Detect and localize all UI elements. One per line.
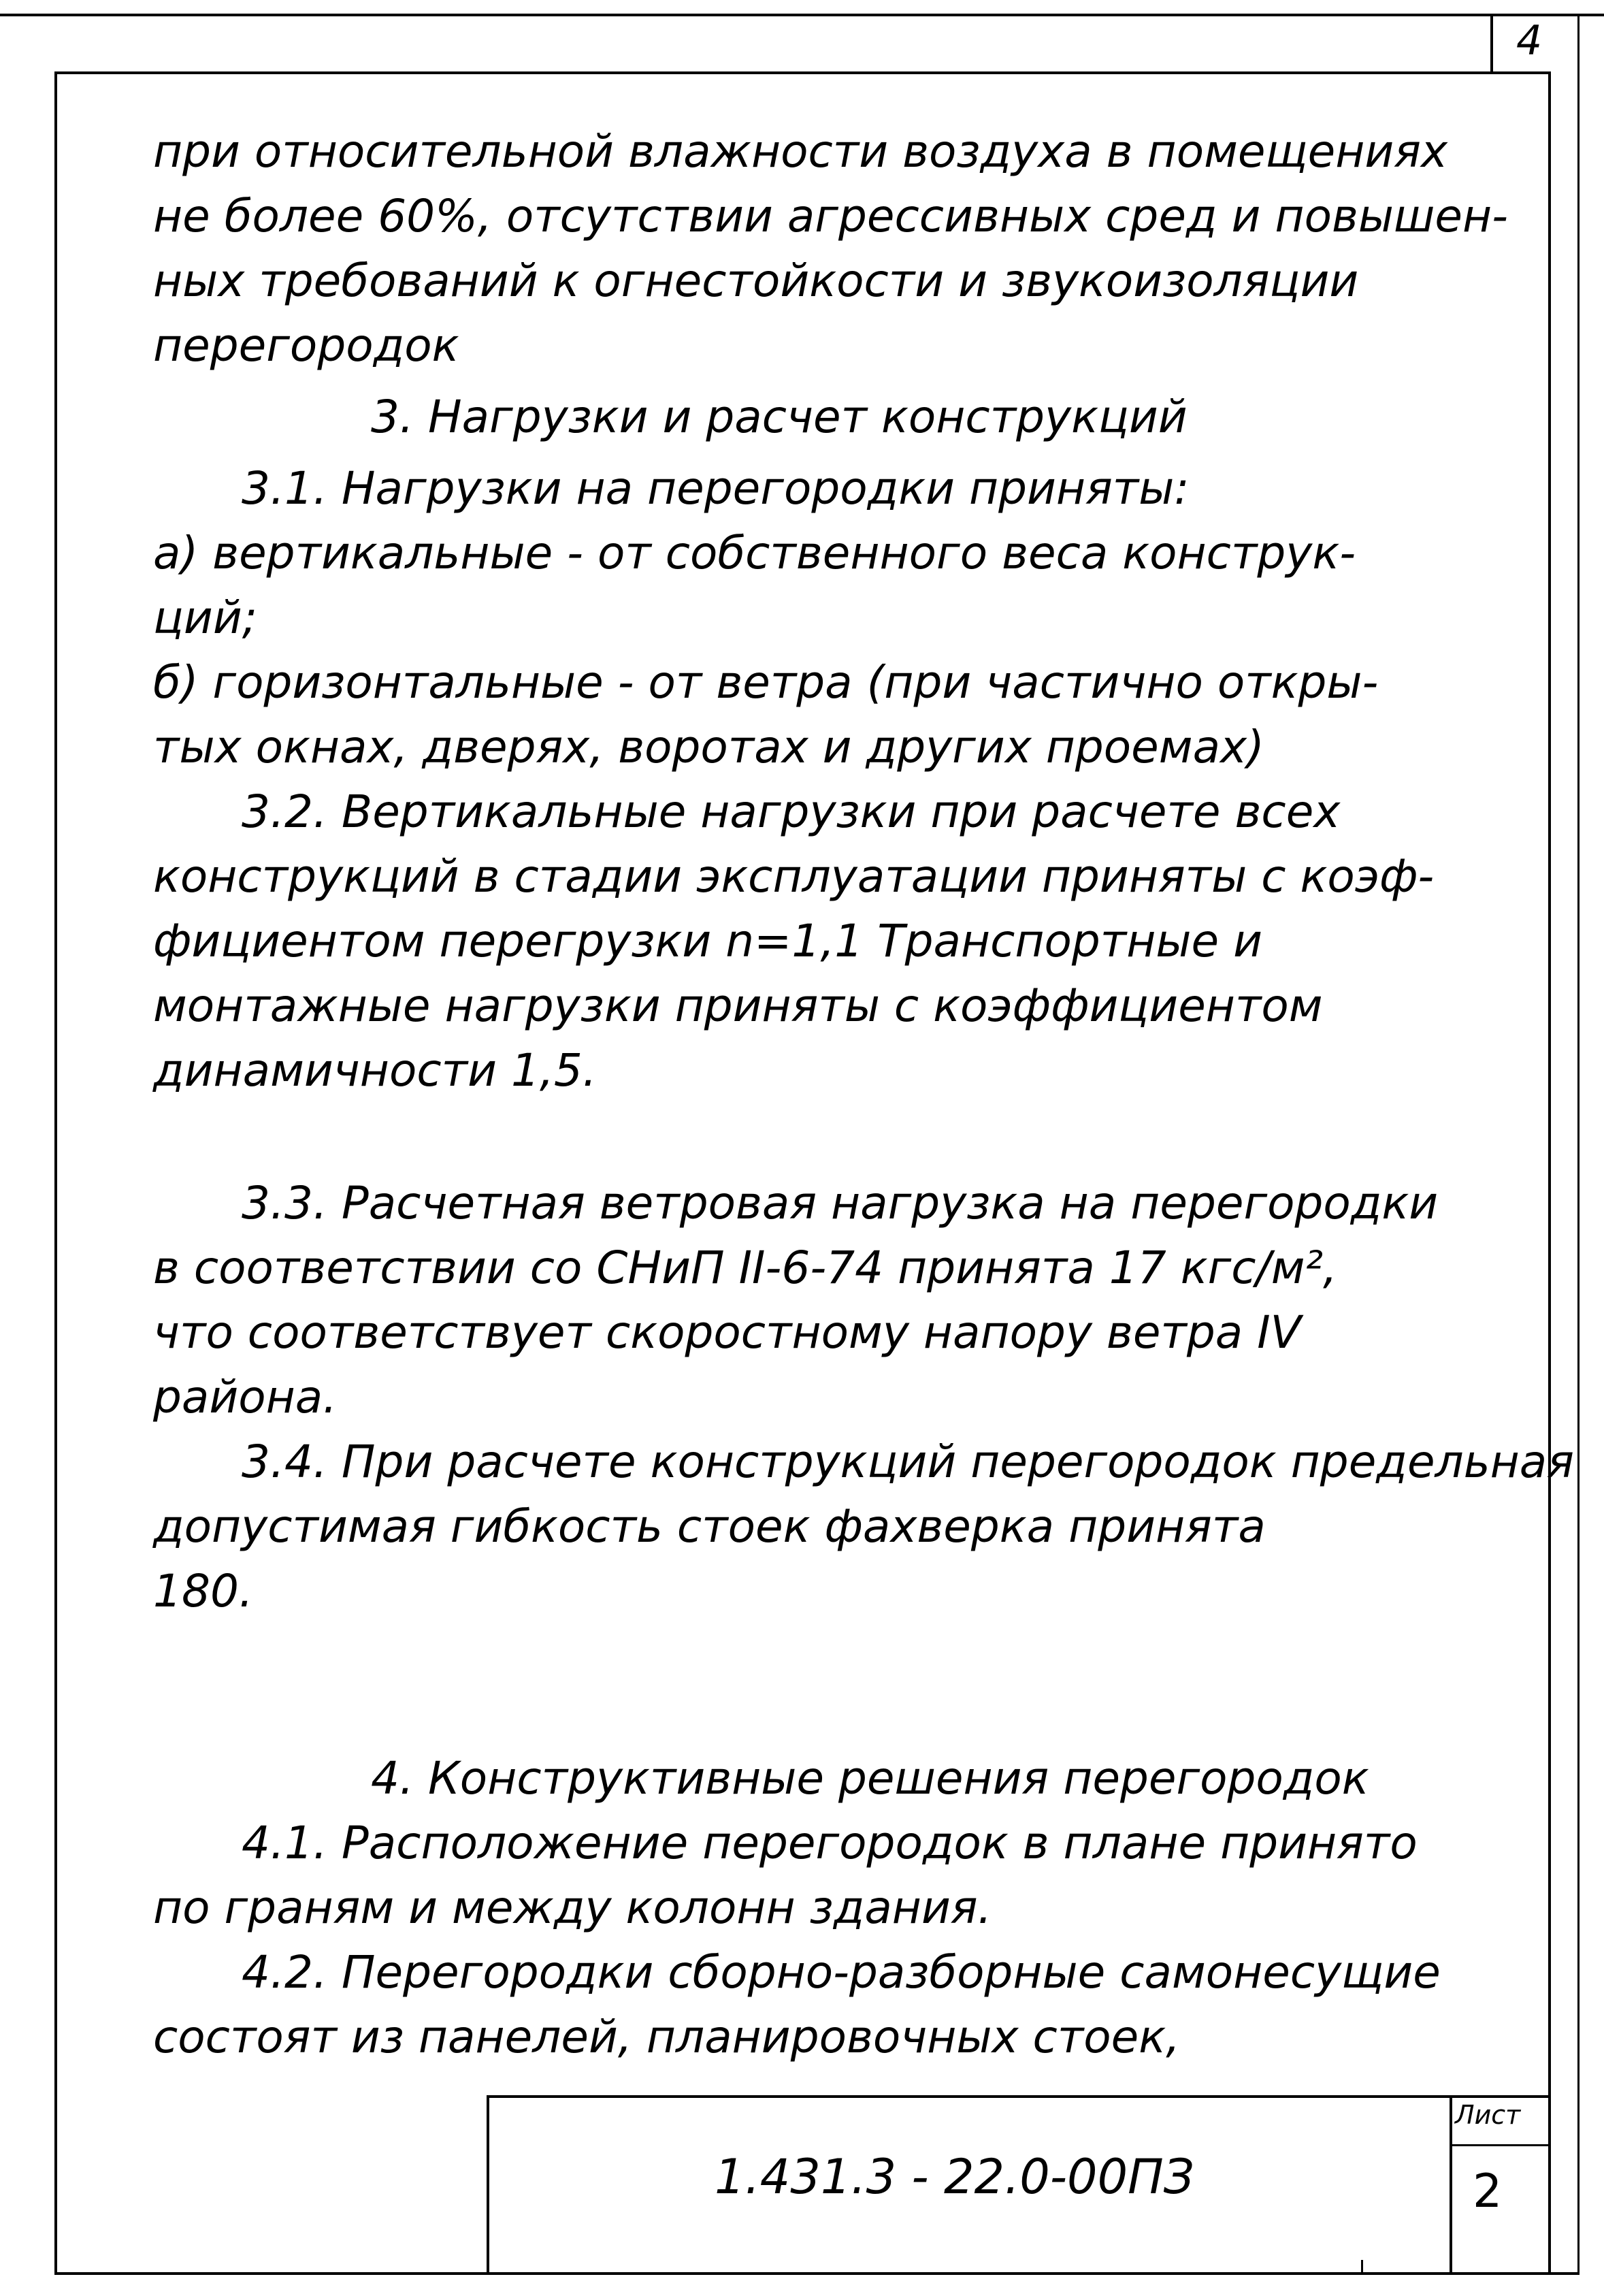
text-line: 3.2. Вертикальные нагрузки при расчете всех: [242, 786, 1341, 838]
text-line: фициентом перегрузки n=1,1 Транспортные и: [153, 915, 1262, 967]
sheet-cell-left-line: [1450, 2095, 1452, 2274]
text-line: что соответствует скоростному напору ветра IV: [153, 1306, 1301, 1359]
text-line: 4.1. Расположение перегородок в плане принято: [242, 1817, 1418, 1869]
text-line: состоят из панелей, планировочных стоек,: [153, 2011, 1181, 2063]
text-line: не более 60%, отсутствии агрессивных сред и повышен-: [153, 190, 1508, 242]
sheet-label: Лист: [1455, 2100, 1521, 2130]
text-line: динамичности 1,5.: [153, 1044, 597, 1097]
frame-top-line: [0, 14, 1604, 16]
text-line: при относительной влажности воздуха в помещениях: [153, 125, 1448, 178]
title-block-top-line: [487, 2095, 1548, 2098]
text-line: монтажные нагрузки приняты с коэффициентом: [153, 980, 1323, 1032]
text-line: 3.4. При расчете конструкций перегородок предельная: [242, 1436, 1574, 1488]
frame-outer-right-line: [1577, 14, 1580, 2275]
page-number-box-left: [1490, 14, 1493, 71]
text-line: 3.3. Расчетная ветровая нагрузка на перегородки: [242, 1177, 1439, 1229]
text-line: а) вертикальные - от собственного веса конструк-: [153, 527, 1356, 579]
text-line: ций;: [153, 592, 257, 644]
title-block-left-line: [487, 2095, 489, 2274]
frame-bottom-line: [54, 2272, 1579, 2275]
section-heading-3: 3. Нагрузки и расчет конструкций: [371, 391, 1188, 443]
text-line: тых окнах, дверях, воротах и других проемах): [153, 721, 1264, 773]
text-line: ных требований к огнестойкости и звукоизоляции: [153, 255, 1359, 307]
text-line: перегородок: [153, 319, 459, 372]
frame-right-line: [1548, 71, 1551, 2275]
document-code: 1.431.3 - 22.0-00ПЗ: [715, 2149, 1194, 2205]
frame-left-line: [54, 71, 57, 2275]
frame-tick-mark: [1361, 2260, 1363, 2275]
sheet-cell-divider: [1450, 2144, 1548, 2146]
text-line: в соответствии со СНиП II-6-74 принята 17 кгс/м²,: [153, 1242, 1338, 1294]
text-line: 180.: [153, 1565, 253, 1617]
text-line: по граням и между колонн здания.: [153, 1881, 992, 1934]
frame-inner-top-line: [54, 71, 1548, 74]
text-line: конструкций в стадии эксплуатации приняты с коэф-: [153, 850, 1435, 903]
section-heading-4: 4. Конструктивные решения перегородок: [371, 1752, 1369, 1805]
sheet-number: 2: [1473, 2165, 1503, 2218]
text-line: района.: [153, 1371, 338, 1423]
text-line: 4.2. Перегородки сборно-разборные самонесущие: [242, 1946, 1441, 1999]
text-line: 3.1. Нагрузки на перегородки приняты:: [242, 462, 1190, 515]
corner-page-number: 4: [1516, 17, 1543, 65]
text-line: допустимая гибкость стоек фахверка принята: [153, 1500, 1266, 1553]
text-line: б) горизонтальные - от ветра (при частично откры-: [153, 656, 1379, 709]
